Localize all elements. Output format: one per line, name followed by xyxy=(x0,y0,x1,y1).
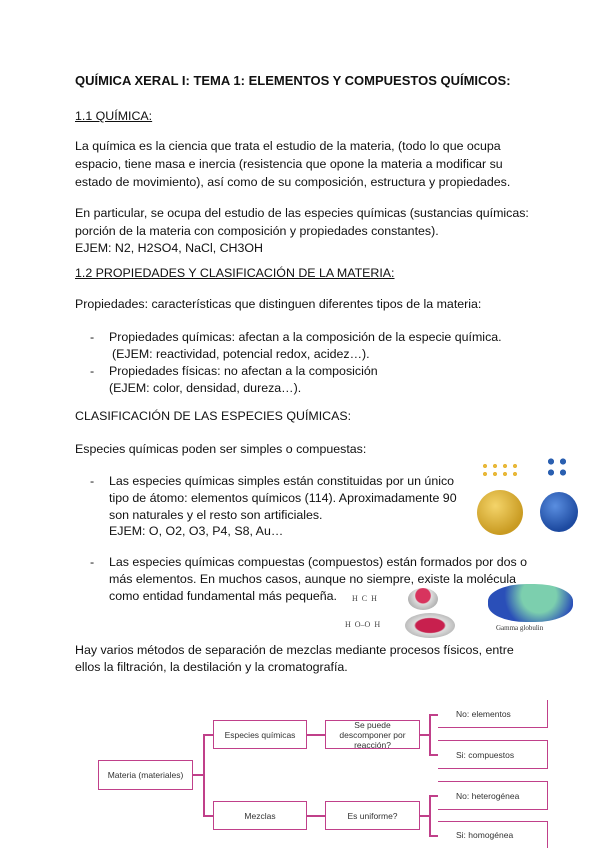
bullet-line: son naturales y el resto son artificiales. xyxy=(109,508,323,522)
box-mezclas: Mezclas xyxy=(213,801,307,830)
bullet-line: EJEM: O, O2, O3, P4, S8, Au… xyxy=(109,524,284,538)
box-no-heterogenea: No: heterogénea xyxy=(438,781,548,810)
box-descomponer: Se puede descomponer por reacción? xyxy=(325,720,420,749)
section-heading-propiedades: 1.2 PROPIEDADES Y CLASIFICACIÓN DE LA MATERIA: xyxy=(75,266,395,280)
formaldehyde-structure: H C H xyxy=(352,594,377,603)
paragraph-line: EJEM: N2, H2SO4, NaCl, CH3OH xyxy=(75,241,263,255)
peroxide-structure: H O–O H xyxy=(345,620,381,629)
bullet-line: Las especies químicas simples están constituidas por un único xyxy=(109,474,455,488)
bullet-line: Propiedades químicas: afectan a la composición de la especie química. xyxy=(109,330,502,344)
bullet-dash: - xyxy=(90,364,95,378)
paragraph-line: Especies químicas poden ser simples o compuestas: xyxy=(75,442,367,456)
bullet-dash: - xyxy=(90,330,95,344)
box-materia: Materia (materiales) xyxy=(98,760,193,790)
paragraph-line: estado de movimiento), así como de su composición, estructura y propiedades. xyxy=(75,175,511,189)
bullet-dash: - xyxy=(90,474,95,488)
bullet-line: más elementos. En muchos casos, aunque no siempre, existe la molécula xyxy=(109,572,517,586)
bullet-line: (EJEM: color, densidad, dureza…). xyxy=(109,381,302,395)
protein-caption: Gamma globulin xyxy=(496,624,544,632)
paragraph-line: ellos la filtración, la destilación y la cromatografía. xyxy=(75,660,348,674)
bullet-line: como entidad fundamental más pequeña. xyxy=(109,589,338,603)
box-no-elementos: No: elementos xyxy=(438,700,548,728)
subheading: CLASIFICACIÓN DE LAS ESPECIES QUÍMICAS: xyxy=(75,409,352,423)
box-si-homogenea: Si: homogénea xyxy=(438,821,548,848)
box-si-compuestos: Si: compuestos xyxy=(438,740,548,769)
bullet-line: (EJEM: reactividad, potencial redox, acidez…). xyxy=(112,347,370,361)
paragraph-line: porción de la materia con composición y propiedades constantes). xyxy=(75,224,439,238)
paragraph-line: La química es la ciencia que trata el estudio de la materia, (todo lo que ocupa xyxy=(75,139,501,153)
box-uniforme: Es uniforme? xyxy=(325,801,420,830)
document-title: QUÍMICA XERAL I: TEMA 1: ELEMENTOS Y COMPUESTOS QUÍMICOS: xyxy=(75,73,511,88)
bullet-dash: - xyxy=(90,555,95,569)
paragraph-line: espacio, tiene masa e inercia (resistencia que opone la materia a modificar su xyxy=(75,157,503,171)
paragraph-line: Hay varios métodos de separación de mezclas mediante procesos físicos, entre xyxy=(75,643,514,657)
bullet-line: Las especies químicas compuestas (compuestos) están formados por dos o xyxy=(109,555,528,569)
bullet-line: tipo de átomo: elementos químicos (114). Aproximadamente 90 xyxy=(109,491,457,505)
section-heading-quimica: 1.1 QUÍMICA: xyxy=(75,109,153,123)
paragraph-line: En particular, se ocupa del estudio de las especies químicas (sustancias químicas: xyxy=(75,206,529,220)
paragraph-line: Propiedades: características que distinguen diferentes tipos de la materia: xyxy=(75,297,482,311)
box-especies: Especies químicas xyxy=(213,720,307,749)
bullet-line: Propiedades físicas: no afectan a la composición xyxy=(109,364,378,378)
